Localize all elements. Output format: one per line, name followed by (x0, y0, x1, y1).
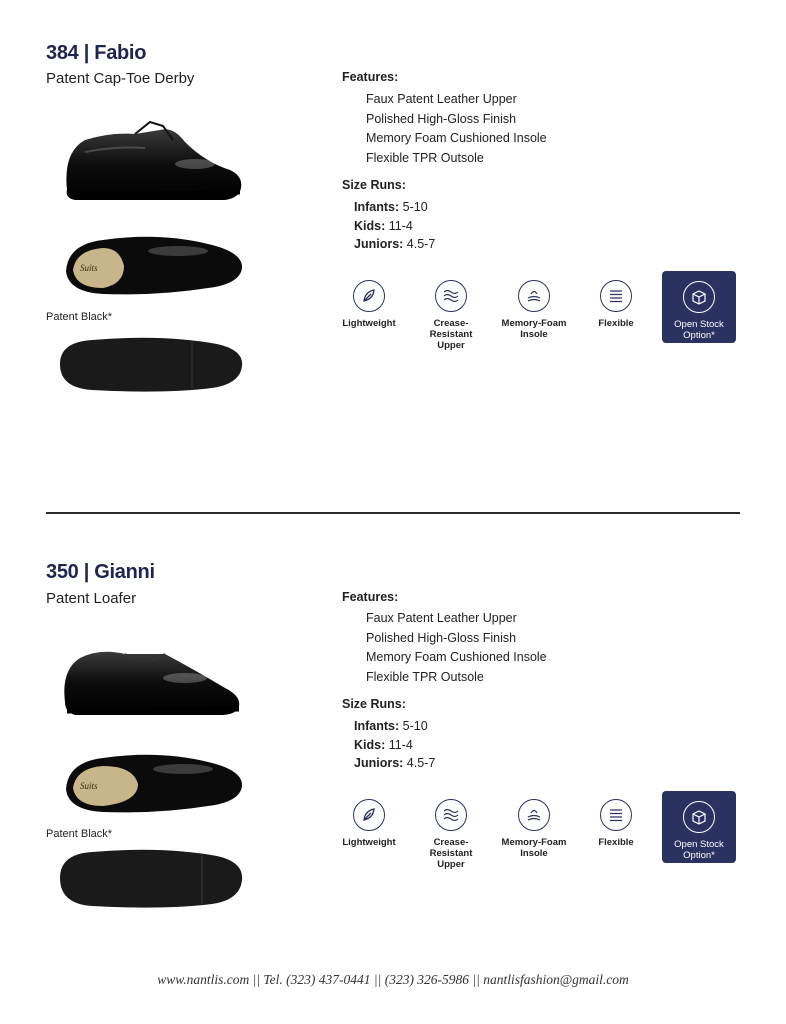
size-run-row: Kids: 11-4 (354, 737, 413, 752)
size-run-row: Juniors: 4.5-7 (354, 756, 436, 770)
feather-icon (353, 280, 385, 312)
box-icon (683, 281, 715, 313)
badge-flexible: Flexible (581, 280, 651, 329)
size-runs-list (354, 198, 435, 254)
features-list (366, 90, 547, 168)
section-divider (46, 512, 740, 514)
badge-flexible: Flexible (581, 799, 651, 848)
badge-crease-resistant: Crease-Resistant Upper (416, 799, 486, 870)
badge-lightweight: Lightweight (334, 280, 404, 329)
product-subtitle: Patent Cap-Toe Derby (46, 70, 195, 87)
shoe-side-image (55, 640, 245, 720)
feature-item: Faux Patent Leather Upper (366, 611, 517, 625)
badge-lightweight: Lightweight (334, 799, 404, 848)
svg-text:Suits: Suits (80, 781, 98, 791)
footer-contact: www.nantlis.com || Tel. (323) 437-0441 || (323) 326-5986 || nantlisfashion@gmail.com (157, 972, 629, 987)
features-list (366, 609, 547, 687)
flex-icon (600, 280, 632, 312)
shoe-top-image (58, 226, 248, 301)
feature-item: Memory Foam Cushioned Insole (366, 650, 547, 664)
feature-item: Flexible TPR Outsole (366, 150, 484, 165)
flex-icon (600, 799, 632, 831)
waves-icon (435, 280, 467, 312)
size-runs-heading: Size Runs: (342, 697, 406, 711)
open-stock-badge: Open Stock Option* (662, 271, 736, 343)
feature-item: Faux Patent Leather Upper (366, 92, 517, 106)
size-runs-list (354, 717, 435, 773)
shoe-side-image (55, 112, 245, 207)
badge-crease-resistant: Crease-Resistant Upper (416, 280, 486, 351)
svg-text:Suits: Suits (80, 263, 98, 273)
size-run-row: Infants: 5-10 (354, 719, 428, 733)
feather-icon (353, 799, 385, 831)
size-runs-heading: Size Runs: (342, 178, 406, 192)
size-run-row: Kids: 11-4 (354, 218, 413, 233)
badge-memory-foam: Memory-Foam Insole (499, 280, 569, 340)
color-label: Patent Black* (46, 828, 113, 840)
feature-item: Flexible TPR Outsole (366, 669, 484, 684)
foam-icon (518, 280, 550, 312)
size-run-row: Infants: 5-10 (354, 200, 428, 214)
feature-item: Memory Foam Cushioned Insole (366, 131, 547, 145)
box-icon (683, 801, 715, 833)
shoe-sole-image (52, 332, 247, 394)
open-stock-badge: Open Stock Option* (662, 791, 736, 863)
product-subtitle: Patent Loafer (46, 590, 137, 607)
foam-icon (518, 799, 550, 831)
shoe-top-image (58, 744, 248, 819)
features-heading: Features: (342, 70, 399, 84)
badge-memory-foam: Memory-Foam Insole (499, 799, 569, 859)
product-title: 350 | Gianni (46, 561, 155, 583)
feature-item: Polished High-Gloss Finish (366, 111, 517, 126)
product-title: 384 | Fabio (46, 42, 147, 64)
feature-item: Polished High-Gloss Finish (366, 630, 517, 645)
waves-icon (435, 799, 467, 831)
size-run-row: Juniors: 4.5-7 (354, 237, 436, 251)
features-heading: Features: (342, 590, 399, 604)
color-label: Patent Black* (46, 311, 113, 323)
shoe-sole-image (52, 844, 247, 910)
